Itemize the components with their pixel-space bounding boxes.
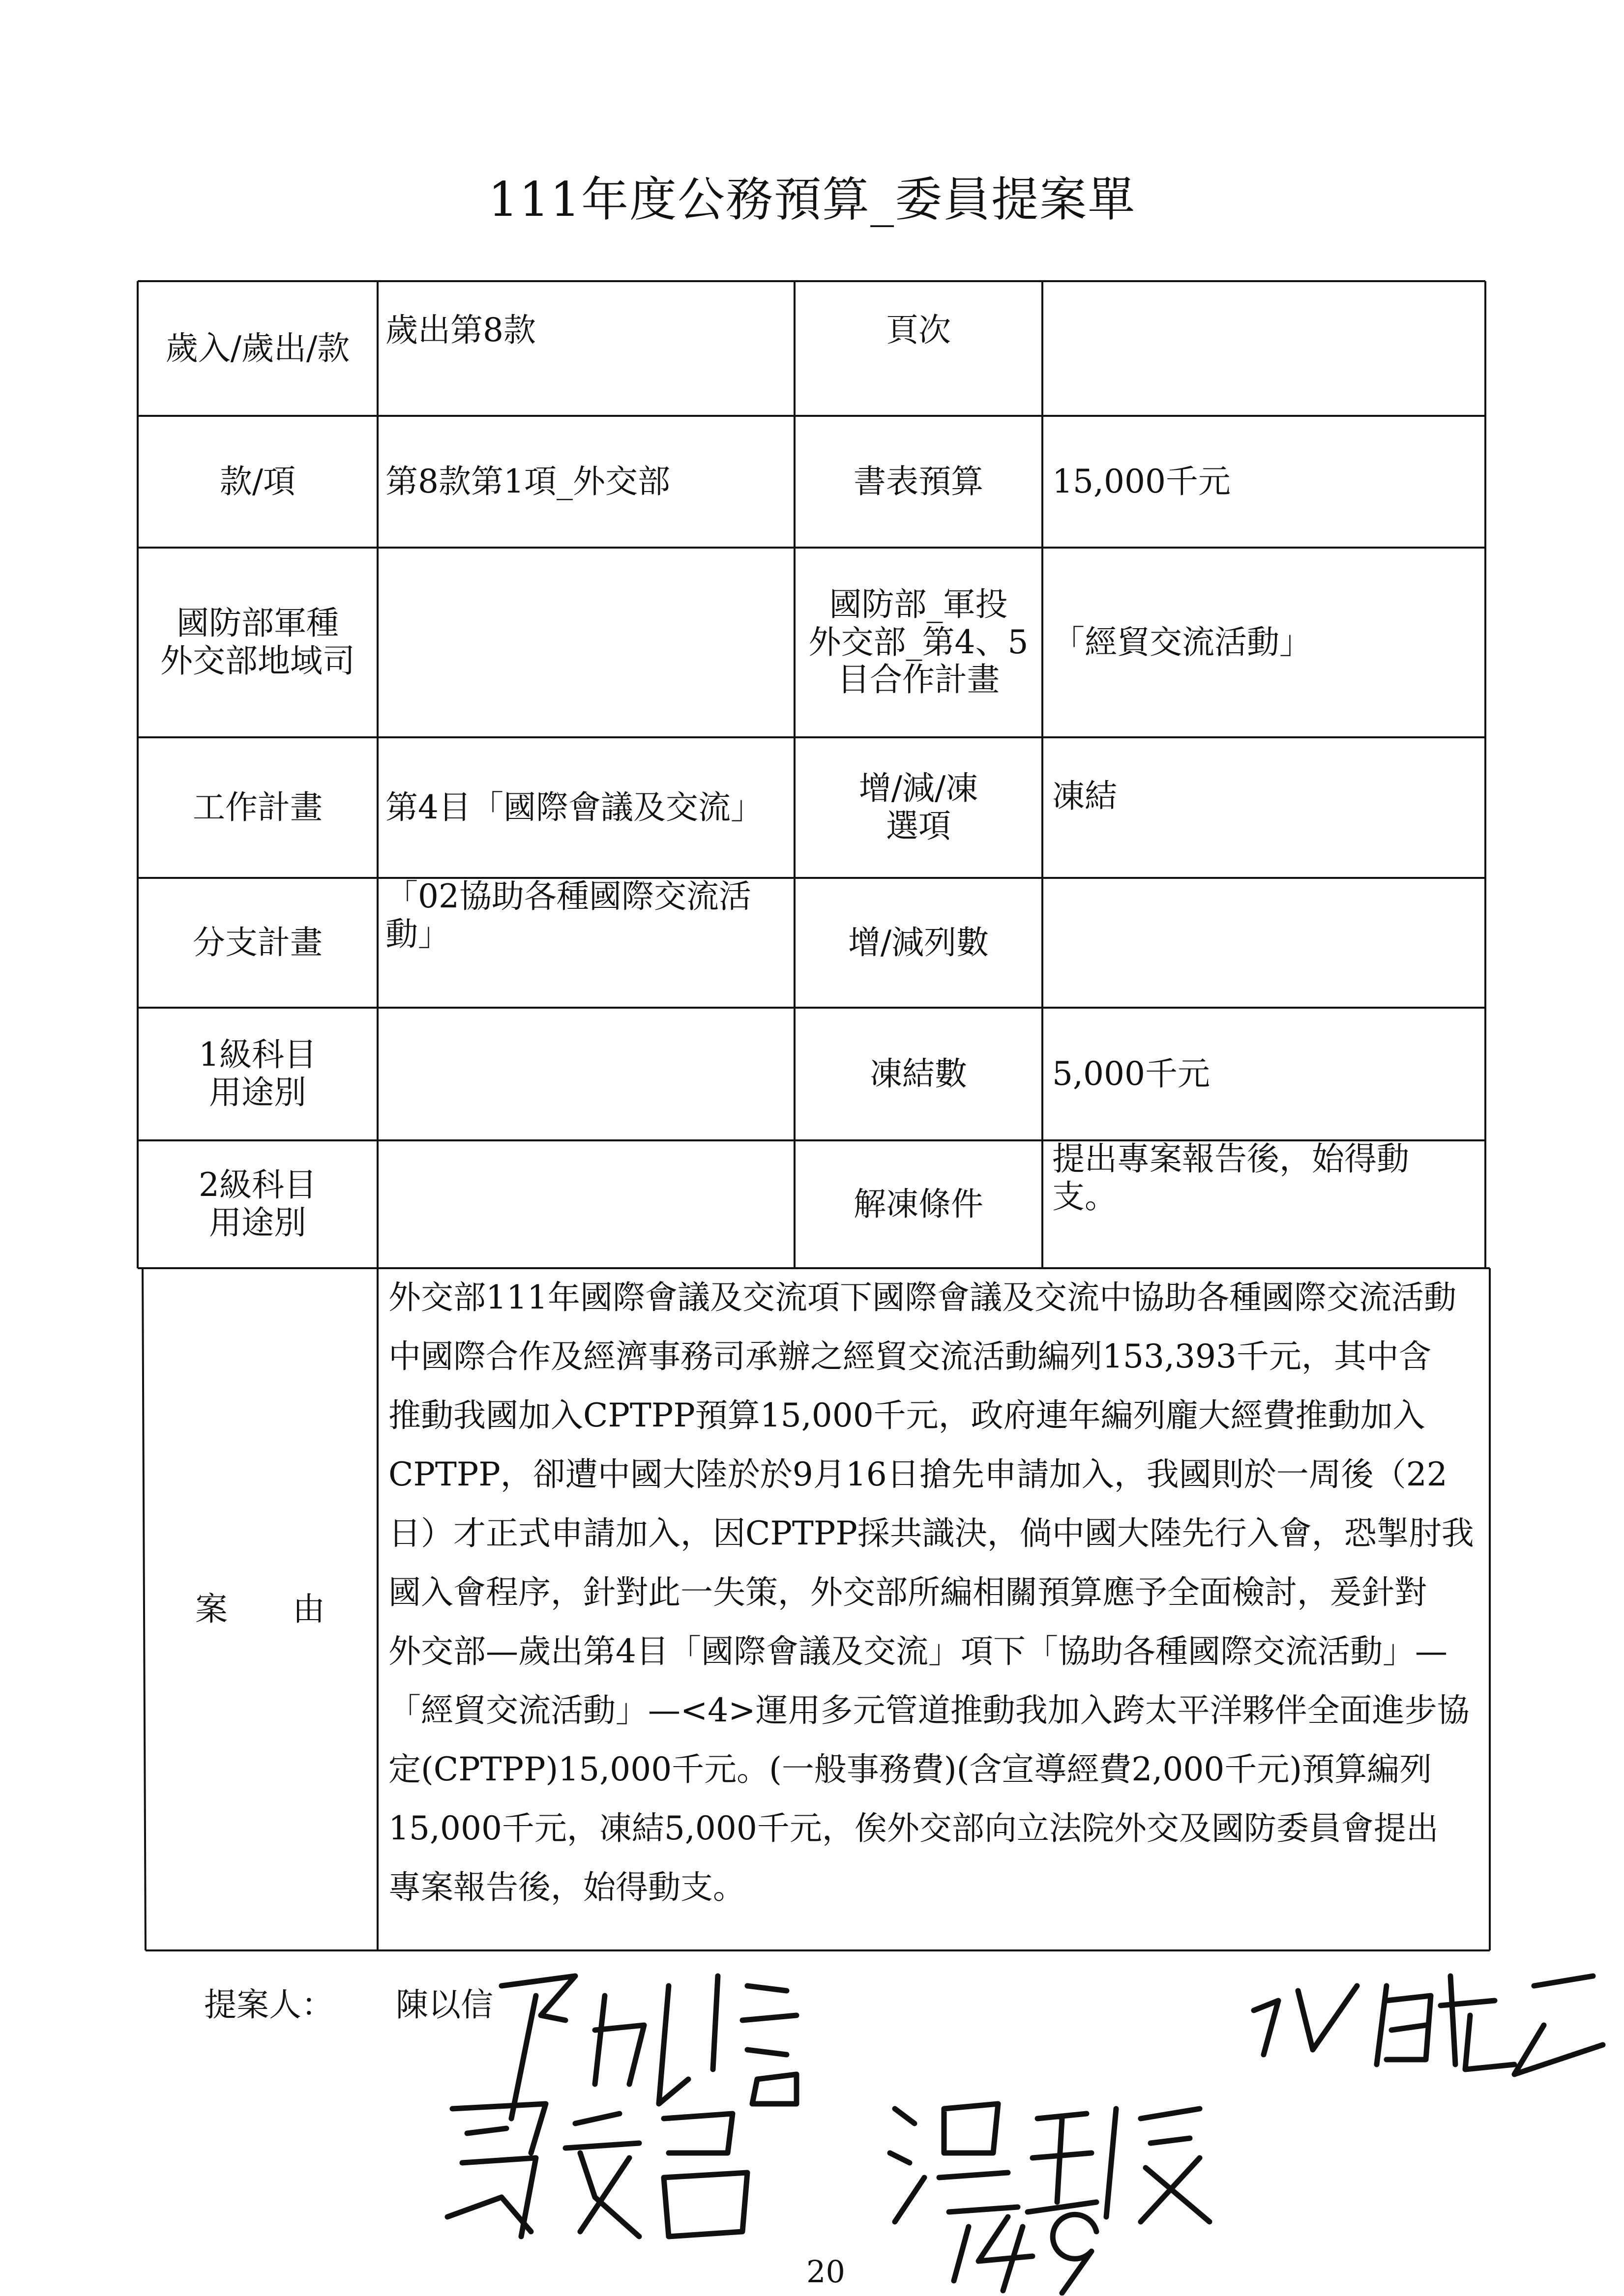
row3-value2: 「經貿交流活動」 xyxy=(1052,623,1312,661)
row2-label2: 書表預算 xyxy=(854,462,983,500)
row5-label2: 增/減列數 xyxy=(848,923,989,961)
page-number: 20 xyxy=(806,2254,845,2290)
case-line: 國入會程序，針對此一失策，外交部所編相關預算應予全面檢討，爰針對 xyxy=(388,1573,1427,1611)
case-line: 「經貿交流活動」—<4>運用多元管道推動我加入跨太平洋夥伴全面進步協 xyxy=(388,1691,1470,1729)
case-line: CPTPP，卻遭中國大陸於於9月16日搶先申請加入，我國則於一周後（22 xyxy=(388,1455,1447,1493)
handwritten-number xyxy=(949,2197,1126,2296)
page-title: 111年度公務預算_委員提案單 xyxy=(488,172,1136,227)
row1-label2: 頁次 xyxy=(886,311,951,349)
row4-value: 第4目「國際會議及交流」 xyxy=(385,788,763,826)
row6-label2: 凍結數 xyxy=(870,1054,967,1093)
case-line: 專案報告後，始得動支。 xyxy=(388,1868,745,1906)
case-line: 外交部111年國際會議及交流項下國際會議及交流中協助各種國際交流活動 xyxy=(388,1279,1456,1316)
row2-label: 款/項 xyxy=(219,462,296,500)
row6-label: 1級科目 用途別 xyxy=(199,1036,317,1111)
signature-chiang xyxy=(1239,1956,1613,2094)
case-line: 外交部—歲出第4目「國際會議及交流」項下「協助各種國際交流活動」— xyxy=(388,1632,1447,1670)
case-line: 推動我國加入CPTPP預算15,000千元，政府連年編列龐大經費推動加入 xyxy=(388,1396,1425,1434)
proposer-label: 提案人： xyxy=(204,1986,334,2024)
row2-value2: 15,000千元 xyxy=(1052,462,1231,500)
row5-value: 「02協助各種國際交流活 動」 xyxy=(385,877,751,953)
row1-value2 xyxy=(1042,281,1485,416)
case-label: 案 由 xyxy=(195,1590,325,1628)
proposer-name: 陳以信 xyxy=(396,1986,493,2024)
row7-value2: 提出專案報告後，始得動 支。 xyxy=(1052,1140,1409,1216)
row4-value2: 凍結 xyxy=(1052,777,1117,815)
row1-label: 歲入/歲出/款 xyxy=(165,329,350,367)
row3-value xyxy=(378,548,795,737)
row7-label: 2級科目 用途別 xyxy=(199,1166,317,1242)
row6-value2: 5,000千元 xyxy=(1052,1054,1210,1093)
signature-ma xyxy=(433,2089,767,2251)
row7-label2: 解凍條件 xyxy=(854,1185,983,1223)
case-text xyxy=(388,1268,1487,1917)
row4-label2: 增/減/凍 選項 xyxy=(858,769,978,845)
row5-value2 xyxy=(1042,878,1485,1008)
case-line: 日）才正式申請加入，因CPTPP採共識決，倘中國大陸先行入會，恐掣肘我 xyxy=(388,1514,1474,1552)
case-line: 中國際合作及經濟事務司承辦之經貿交流活動編列153,393千元，其中含 xyxy=(388,1337,1431,1375)
case-line: 定(CPTPP)15,000千元。(一般事務費)(含宣導經費2,000千元)預算編列 xyxy=(388,1750,1432,1788)
row2-value: 第8款第1項_外交部 xyxy=(385,462,670,500)
case-line: 15,000千元，凍結5,000千元，俟外交部向立法院外交及國防委員會提出 xyxy=(388,1809,1439,1847)
row3-label: 國防部軍種 外交部地域司 xyxy=(160,604,355,680)
row3-label2: 國防部_軍投 外交部_第4、5 目合作計畫 xyxy=(808,585,1029,699)
row5-label: 分支計畫 xyxy=(193,923,323,961)
row6-value xyxy=(378,1008,795,1140)
row1-value: 歲出第8款 xyxy=(385,311,536,349)
row7-value xyxy=(378,1140,795,1268)
row4-label: 工作計畫 xyxy=(193,788,323,826)
